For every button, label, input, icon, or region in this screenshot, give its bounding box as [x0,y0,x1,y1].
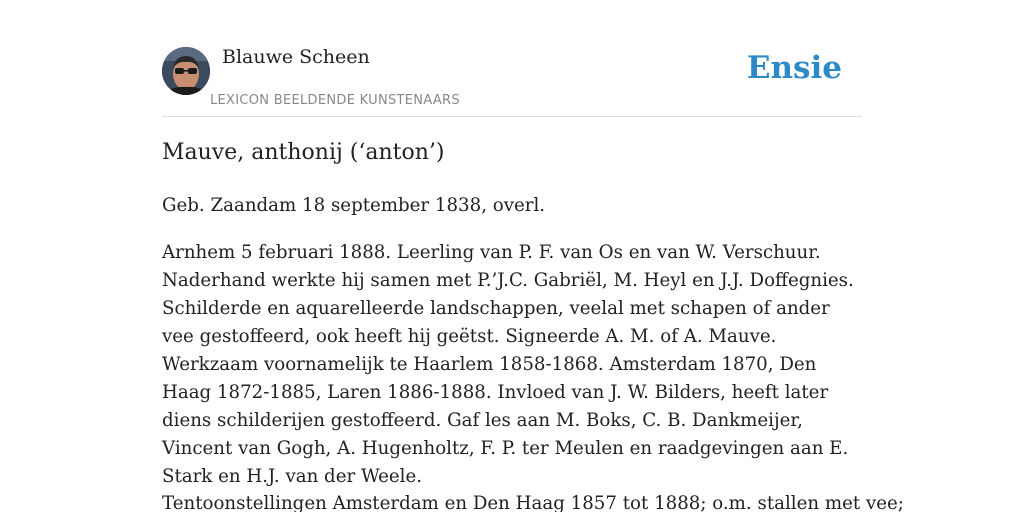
article-title: Mauve, anthonij (‘anton’) [162,140,445,165]
ensie-logo[interactable]: Ensie [746,50,842,86]
article-container [162,0,904,512]
article-paragraph-birth: Geb. Zaandam 18 september 1838, overl. [162,195,546,216]
avatar-portrait-icon [162,47,210,95]
article-paragraph-biography: Arnhem 5 februari 1888. Leerling van P. F. van Os en van W. Verschuur. Naderhand werkte hij samen met P.’J.C. Gabriël, M. Heyl en J.J. Doffegnies. Schilderde en aquarelleerde landschappen, veelal met schapen of ander vee gestoffeerd, ook heeft hij geëtst. Signeerde A. M. of A. Mauve. Werkzaam voornamelijk te Haarlem 1858-1868. Amsterdam 1870, Den Haag 1872-1885, Laren 1886-1888. Invloed van J. W. Bilders, heeft later diens schilderijen gestoffeerd. Gaf les aan M. Boks, C. B. Dankmeijer, Vincent van Gogh, A. Hugenholtz, F. P. ter Meulen en raadgevingen aan E. Stark en H.J. van der Weele. [162,242,854,487]
article-header [162,0,862,117]
author-avatar[interactable] [162,47,210,95]
author-name[interactable]: Blauwe Scheen [222,46,370,68]
lexicon-category[interactable]: LEXICON BEELDENDE KUNSTENAARS [210,93,460,108]
article-paragraph-exhibitions: Tentoonstellingen Amsterdam en Den Haag 1857 tot 1888; o.m. stallen met vee; [162,493,904,512]
